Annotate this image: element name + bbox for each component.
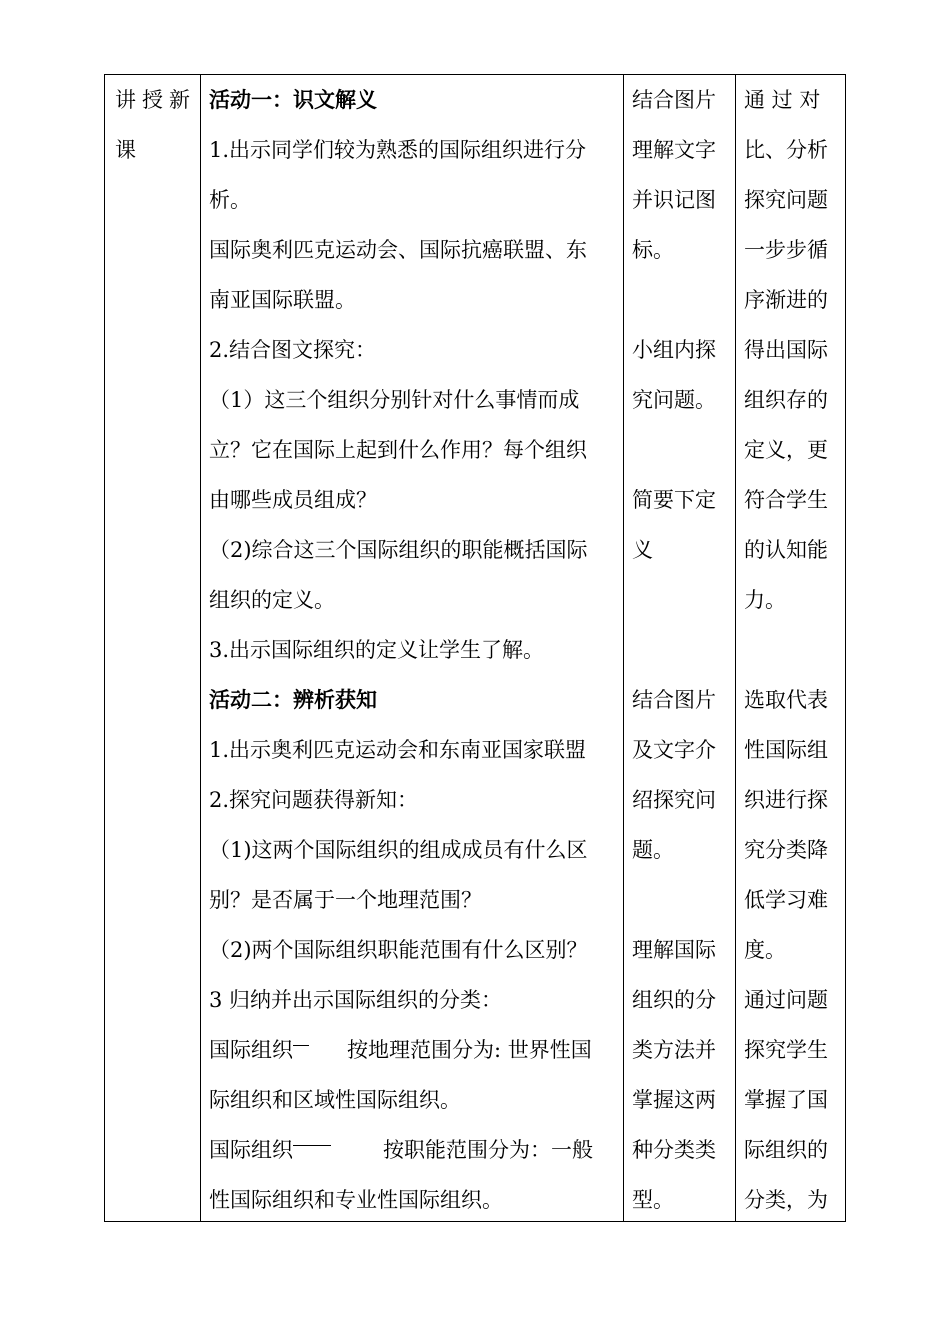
content-line: 2.探究问题获得新知：: [209, 788, 419, 812]
design-intent-line: 得出国际: [744, 338, 828, 362]
design-intent-line: 的认知能: [744, 538, 828, 562]
design-intent-line: 分类，为: [744, 1188, 828, 1212]
content-line: 性国际组织和专业性国际组织。: [209, 1188, 503, 1212]
student-activity-line: 标。: [632, 238, 674, 262]
stage-label: 讲授新: [115, 88, 196, 112]
classification-line: [209, 1035, 592, 1065]
content-line: 际组织和区域性国际组织。: [209, 1088, 461, 1112]
content-line: 国际奥利匹克运动会、国际抗癌联盟、东: [209, 238, 587, 262]
design-intent-line: 通 过 对: [744, 88, 821, 112]
design-intent-line: 组织存的: [744, 388, 828, 412]
design-intent-line: 探究学生: [744, 1038, 828, 1062]
student-activity-line: 种分类类: [632, 1138, 716, 1162]
student-activity-line: 掌握这两: [632, 1088, 716, 1112]
content-line: 1.出示奥利匹克运动会和东南亚国家联盟: [209, 738, 587, 762]
student-activity-line: 简要下定: [632, 488, 716, 512]
classification-root: 国际组织: [209, 1038, 293, 1062]
design-intent-line: 掌握了国: [744, 1088, 828, 1112]
design-intent-line: 一步步循: [744, 238, 828, 262]
design-intent-line: 符合学生: [744, 488, 828, 512]
content-line: 南亚国际联盟。: [209, 288, 356, 312]
design-intent-line: 际组织的: [744, 1138, 828, 1162]
student-activity-line: 小组内探: [632, 338, 716, 362]
classification-branch: [293, 1145, 331, 1146]
design-intent-line: 定义，更: [744, 438, 828, 462]
activity-title: 活动一：识文解义: [209, 87, 377, 112]
student-activity-line: 理解文字: [632, 138, 716, 162]
student-activity-line: 究问题。: [632, 388, 716, 412]
content-line: 2.结合图文探究：: [209, 338, 377, 362]
student-activity-line: 义: [632, 538, 653, 562]
design-intent-line: 比、分析: [744, 138, 828, 162]
student-activity-line: 及文字介: [632, 738, 716, 762]
content-line: （1)这两个国际组织的组成成员有什么区: [209, 838, 588, 862]
student-activity-line: 型。: [632, 1188, 674, 1212]
design-intent-line: 序渐进的: [744, 288, 828, 312]
classification-geographic: 按地理范围分为: 世界性国: [347, 1038, 592, 1062]
column-divider: [623, 75, 624, 1221]
content-line: 组织的定义。: [209, 588, 335, 612]
content-line: （1）这三个组织分别针对什么事情而成: [209, 388, 580, 412]
design-intent-line: 选取代表: [744, 688, 828, 712]
design-intent-line: 性国际组: [744, 738, 828, 762]
lesson-plan-table: [104, 74, 846, 1222]
column-divider: [735, 75, 736, 1221]
student-activity-line: 并识记图: [632, 188, 716, 212]
student-activity-line: 组织的分: [632, 988, 716, 1012]
content-line: 3 归纳并出示国际组织的分类：: [209, 988, 503, 1012]
column-divider: [200, 75, 201, 1221]
design-intent-line: 究分类降: [744, 838, 828, 862]
content-line: （2)综合这三个国际组织的职能概括国际: [209, 538, 588, 562]
student-activity-line: 类方法并: [632, 1038, 716, 1062]
activity-title: 活动二：辨析获知: [209, 687, 377, 712]
student-activity-line: 题。: [632, 838, 674, 862]
design-intent-line: 低学习难: [744, 888, 828, 912]
design-intent-line: 探究问题: [744, 188, 828, 212]
student-activity-line: 结合图片: [632, 88, 716, 112]
design-intent-line: 通过问题: [744, 988, 828, 1012]
content-line: 别？是否属于一个地理范围？: [209, 888, 482, 912]
classification-root: 国际组织: [209, 1138, 293, 1162]
content-line: （2)两个国际组织职能范围有什么区别？: [209, 938, 588, 962]
classification-functional: 按职能范围分为：一般: [383, 1138, 593, 1162]
content-line: 3.出示国际组织的定义让学生了解。: [209, 638, 545, 662]
content-line: 1.出示同学们较为熟悉的国际组织进行分: [209, 138, 587, 162]
student-activity-line: 理解国际: [632, 938, 716, 962]
design-intent-line: 力。: [744, 588, 786, 612]
classification-line: [209, 1135, 593, 1165]
stage-label: 课: [115, 138, 136, 162]
student-activity-line: 结合图片: [632, 688, 716, 712]
classification-branch: [293, 1045, 309, 1046]
design-intent-line: 织进行探: [744, 788, 828, 812]
content-line: 立？它在国际上起到什么作用？每个组织: [209, 438, 587, 462]
design-intent-line: 度。: [744, 938, 786, 962]
student-activity-line: 绍探究问: [632, 788, 716, 812]
content-line: 由哪些成员组成？: [209, 488, 377, 512]
content-line: 析。: [209, 188, 251, 212]
